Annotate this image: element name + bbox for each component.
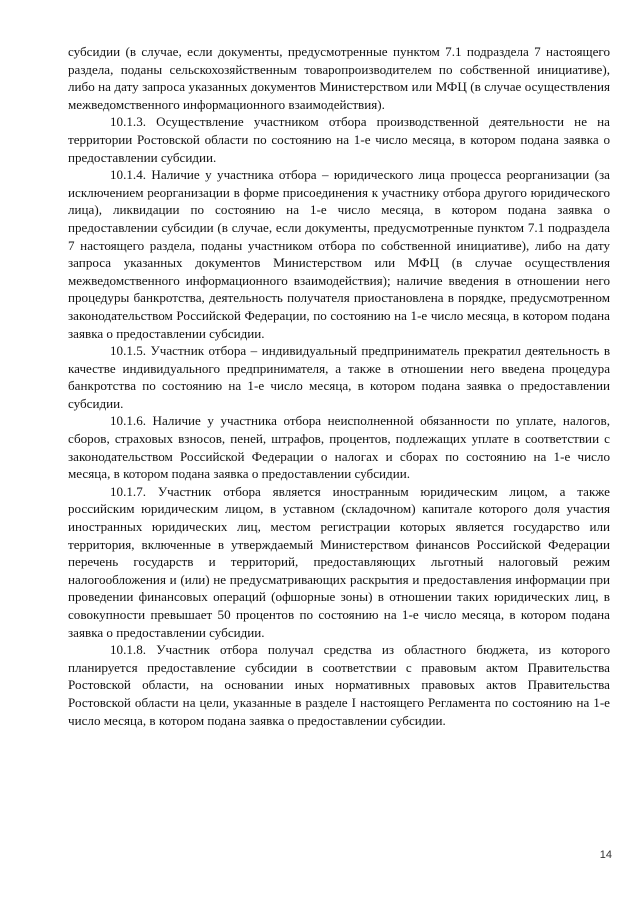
- paragraph-10-1-7: 10.1.7. Участник отбора является иностранным юридическим лицом, а также российским юридическим лицом, в уставном (складочном) капитале которого доля участия иностранных юридических лиц, местом регистрации которых является государство или территория, включенные в утверждаемый Министерством финансов Российской Федерации перечень государств и территорий, предоставляющих льготный налоговый режим налогообложения и (или) не предусматривающих раскрытия и предоставления информации при проведении финансовых операций (офшорные зоны) в отношении таких юридических лиц, в совокупности превышает 50 процентов по состоянию на 1-е число месяца, в котором подана заявка о предоставлении субсидии.: [68, 483, 610, 640]
- paragraph-continuation: субсидии (в случае, если документы, предусмотренные пунктом 7.1 подраздела 7 настоящего раздела, поданы сельскохозяйственным товаропроизводителем по собственной инициативе), либо на дату запроса указанных документов Министерством или МФЦ (в случае осуществления межведомственного информационного взаимодействия).: [68, 44, 610, 112]
- paragraph-10-1-5: 10.1.5. Участник отбора – индивидуальный предприниматель прекратил деятельность в качестве индивидуального предпринимателя, а также в отношении него введена процедура банкротства по состоянию на 1-е число месяца, в котором подана заявка о предоставлении субсидии.: [68, 343, 610, 411]
- paragraph-10-1-8: 10.1.8. Участник отбора получал средства из областного бюджета, из которого планируется предоставление субсидии в соответствии с правовым актом Правительства Ростовской области, на основании иных нормативных правовых актов Правительства Ростовской области на цели, указанные в разделе I настоящего Регламента по состоянию на 1-е число месяца, в котором подана заявка о предоставлении субсидии.: [68, 642, 610, 728]
- paragraph-10-1-6: 10.1.6. Наличие у участника отбора неисполненной обязанности по уплате, налогов, сборов, страховых взносов, пеней, штрафов, процентов, подлежащих уплате в соответствии с законодательством Российской Федерации о налогах и сборах по состоянию на 1-е число месяца, в котором подана заявка о предоставлении субсидии.: [68, 413, 610, 482]
- paragraph-10-1-3: 10.1.3. Осуществление участником отбора производственной деятельности не на территории Ростовской области по состоянию на 1-е число месяца, в котором подана заявка о предоставлении субсидии.: [68, 114, 610, 165]
- paragraph-10-1-4: 10.1.4. Наличие у участника отбора – юридического лица процесса реорганизации (за исключением реорганизации в форме присоединения к участнику отбора другого юридического лица), ликвидации по состоянию на 1-е число месяца, в котором подана заявка о предоставлении субсидии (в случае, если документы, предусмотренные пунктом 7.1 подраздела 7 настоящего раздела, поданы участником отбора по собственной инициативе), либо на дату запроса указанных документов Министерством или МФЦ (в случае осуществления межведомственного информационного взаимодействия); наличие введения в отношении него процедуры банкротства, деятельность получателя приостановлена в порядке, предусмотренном законодательством Российской Федерации, по состоянию на 1-е число месяца, в котором подана заявка о предоставлении субсидии.: [68, 167, 610, 341]
- page-number: 14: [599, 849, 612, 861]
- document-body: [68, 43, 610, 729]
